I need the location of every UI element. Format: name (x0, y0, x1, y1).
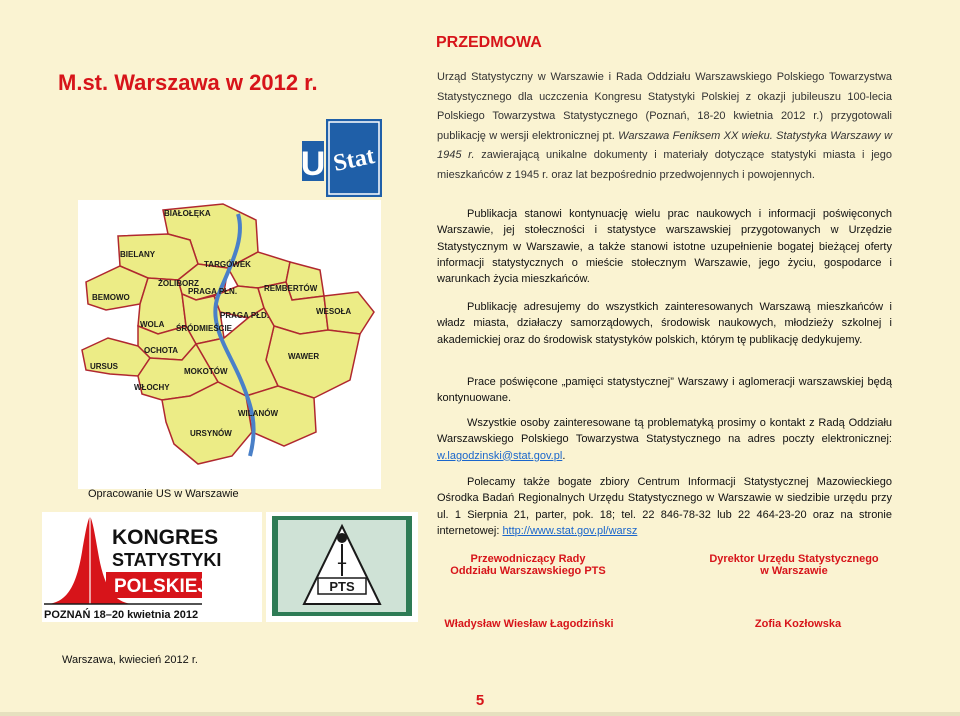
paragraph-6 (437, 474, 892, 539)
intro-paragraph (437, 68, 892, 185)
district-label: WILANÓW (238, 409, 278, 418)
paragraph-3: Publikację adresujemy do wszystkich zainteresowanych Warszawą mieszkańców i władz miasta, działaczy samorządowych, środowisk naukowych, młodzieży szkolnej i akademickiej oraz do środowisk statystyków polskich, którym tę publikację dedykujemy. (437, 301, 892, 346)
signature-left-name: Władysław Wiesław Łagodziński (444, 618, 614, 630)
page-number: 5 (475, 692, 485, 709)
district-label: OCHOTA (144, 346, 179, 355)
district-label: BIAŁOŁĘKA (164, 209, 211, 218)
pts-logo (266, 512, 418, 622)
pts-t-letter: T (337, 559, 347, 575)
district-label: WAWER (288, 352, 320, 361)
paragraph-2: Publikacja stanowi kontynuację wielu prac naukowych i informacji poświęconych Warszawie, jej stołeczności i statystyce warszawskiej przygotowanych w Urzędzie Statystycznym w Warszawie, a także stanowi istotne uzupełnienie bogatej bieżącej oferty informacji statystycznych o mieście stołecznym Warszawie, jego życiu, gospodarce i warunkach życia mieszkańców. (437, 208, 892, 286)
paragraph-5: Wszystkie osoby zainteresowane tą problematyką prosimy o kontakt z Radą Oddziału Warszawskiego Polskiego Towarzystwa Statystycznego na adres poczty elektronicznej: w.lagodzinski@stat.gov.pl. (437, 417, 892, 462)
district-label: URSYNÓW (190, 429, 232, 438)
district-label: BEMOWO (92, 293, 130, 302)
map-caption: Opracowanie US w Warszawie (88, 488, 239, 500)
signature-left-role-line1: Przewodniczący Rady (470, 553, 586, 565)
section-title: M.st. Warszawa w 2012 r. (58, 70, 318, 95)
kongres-line2: STATYSTYKI (112, 550, 222, 570)
district-label: MOKOTÓW (184, 367, 228, 376)
page-title: PRZEDMOWA (436, 34, 542, 51)
us-stat-logo (298, 115, 388, 200)
place-date: Warszawa, kwiecień 2012 r. (62, 654, 198, 666)
kongres-line3: POLSKIEJ (114, 576, 208, 597)
bottom-ribbon (0, 712, 960, 716)
signature-right-role (694, 553, 894, 577)
warsaw-districts-map (78, 200, 381, 489)
contact-text: Wszystkie osoby zainteresowane tą problematyką prosimy o kontakt z Radą Oddziału Warszawskiego Polskiego Towarzystwa Statystycznego na adres poczty elektronicznej: (437, 417, 892, 446)
district-label: PRAGA PŁN. (188, 287, 238, 296)
kongres-line1: KONGRES (112, 526, 219, 549)
district-label: WESOŁA (316, 307, 352, 316)
info-center-text: Polecamy także bogate zbiory Centrum Informacji Statystycznej Mazowieckiego Ośrodka Badań Regionalnych Urzędu Statystycznego w Warszawie w siedzibie urzędu przy ul. 1 Sierpnia 21, parter, pok. 18; tel. 22 846-78-32 lub 22 464-23-20 oraz na stronie internetowej: (437, 476, 892, 537)
kongres-footer: POZNAŃ 18–20 kwietnia 2012 (44, 609, 199, 621)
district-label: ŚRÓDMIEŚCIE (176, 324, 233, 333)
signature-left-role-line2: Oddziału Warszawskiego PTS (450, 565, 606, 577)
pts-letters: PTS (329, 579, 355, 594)
district-label: URSUS (90, 362, 119, 371)
district-label: WOLA (140, 320, 165, 329)
logo-letters-stat: Stat (331, 142, 377, 178)
intro-text-2: zawierającą unikalne dokumenty i materiały dotyczące statystyki miasta i jego mieszkańców z 1945 r. oraz lat bezpośrednio przedwojennych i powojennych. (437, 149, 892, 181)
district-label: TARGÓWEK (204, 260, 251, 269)
intro-publication-title: Warszawa Feniksem XX wieku. Statystyka Warszawy w 1945 r. (437, 129, 893, 161)
kongres-logo (42, 512, 262, 622)
district-label: ŻOLIBORZ (158, 279, 199, 288)
contact-email-link[interactable]: w.lagodzinski@stat.gov.pl (437, 449, 563, 462)
logo-letter-u: U (300, 145, 326, 183)
district-label: BIELANY (120, 250, 156, 259)
signature-right-role-line2: w Warszawie (760, 565, 828, 577)
district-label: WŁOCHY (134, 383, 170, 392)
website-link[interactable]: http://www.stat.gov.pl/warsz (502, 524, 638, 537)
district-label: REMBERTÓW (264, 284, 318, 293)
intro-text-1: Urząd Statystyczny w Warszawie i Rada Oddziału Warszawskiego Polskiego Towarzystwa Statystycznego dla uczczenia Kongresu Statystyki Polskiej z okazji jubileuszu 100-lecia Polskiego Towarzystwa Statystycznego (Poznań, 18-20 kwietnia 2012 r.) przygotowali publikację w wersji elektronicznej pt. (437, 71, 892, 142)
signature-right-name: Zofia Kozłowska (754, 618, 842, 630)
signature-right-role-line1: Dyrektor Urzędu Statystycznego (709, 553, 879, 565)
district-label: PRAGA PŁD. (220, 311, 270, 320)
paragraph-4: Prace poświęcone „pamięci statystycznej” Warszawy i aglomeracji warszawskiej będą kontynuowane. (437, 376, 892, 405)
signature-left-role (438, 553, 618, 577)
